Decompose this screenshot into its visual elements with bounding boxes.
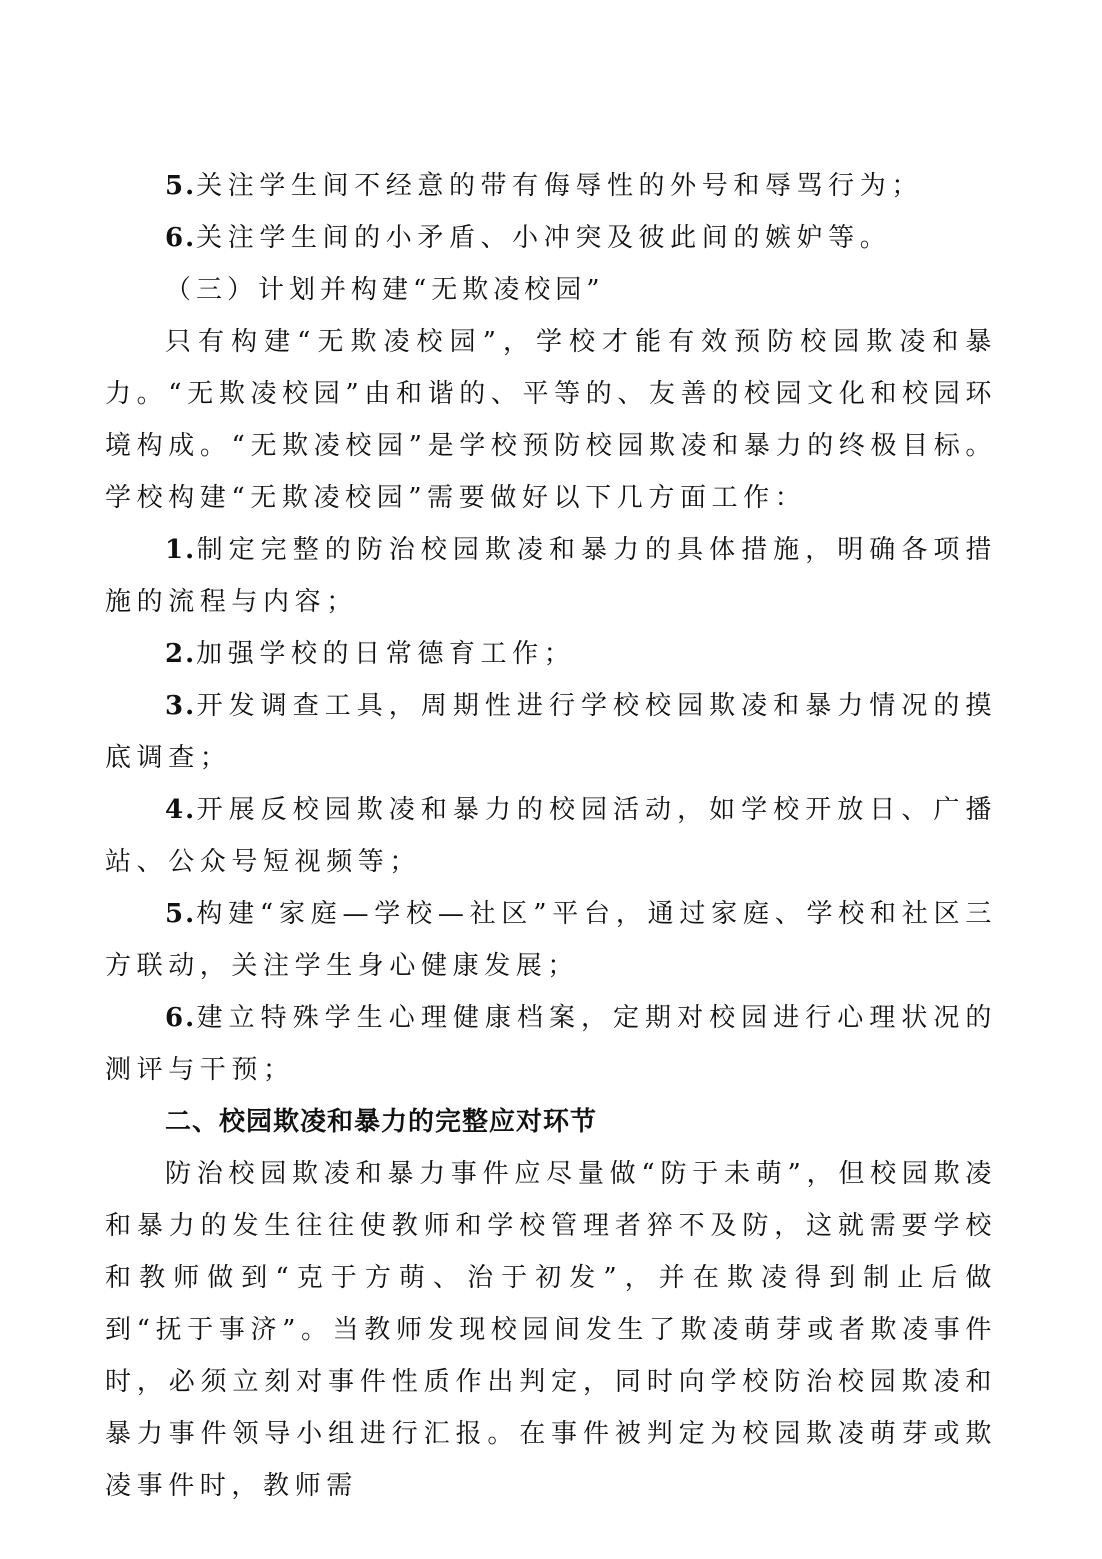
body-paragraph: 防治校园欺凌和暴力事件应尽量做“防于未萌”，但校园欺凌和暴力的发生往往使教师和学校管理者猝不及防，这就需要学校和教师做到“克于方萌、治于初发”，并在欺凌得到制止后做到“抚于事济”。当教师发现校园间发生了欺凌萌芽或者欺凌事件时，必须立刻对事件性质作出判定，同时向学校防治校园欺凌和暴力事件领导小组进行汇报。在事件被判定为校园欺凌萌芽或欺凌事件时，教师需 (105, 1159, 997, 1501)
list-item-text: 制定完整的防治校园欺凌和暴力的具体措施，明确各项措施的流程与内容； (105, 535, 997, 617)
list-item-text: 开发调查工具，周期性进行学校校园欺凌和暴力情况的摸底调查； (105, 691, 997, 773)
list-item-number: 5. (165, 899, 197, 929)
list-item (105, 212, 997, 264)
list-item (105, 628, 997, 680)
list-item-text: 加强学校的日常德育工作； (196, 639, 576, 669)
list-item-text: 开展反校园欺凌和暴力的校园活动，如学校开放日、广播站、公众号短视频等； (105, 795, 997, 877)
list-item (105, 888, 997, 992)
list-item-number: 5. (165, 171, 197, 201)
list-item-text: 关注学生间的小矛盾、小冲突及彼此间的嫉妒等。 (196, 223, 892, 253)
subheading: （三）计划并构建“无欺凌校园” (165, 275, 605, 305)
list-item-number: 6. (165, 1003, 197, 1033)
list-item-number: 6. (165, 223, 197, 253)
list-item-number: 2. (165, 639, 197, 669)
list-item (105, 160, 997, 212)
list-item-text: 构建“家庭—学校—社区”平台，通过家庭、学校和社区三方联动，关注学生身心健康发展； (105, 899, 997, 981)
document-page (105, 160, 997, 1512)
list-item-text: 建立特殊学生心理健康档案，定期对校园进行心理状况的测评与干预； (105, 1003, 997, 1085)
list-item (105, 680, 997, 784)
list-item-number: 3. (165, 691, 197, 721)
list-item (105, 784, 997, 888)
list-item (105, 524, 997, 628)
list-item-text: 关注学生间不经意的带有侮辱性的外号和辱骂行为； (196, 171, 923, 201)
list-item-number: 4. (165, 795, 197, 825)
body-paragraph: 只有构建“无欺凌校园”，学校才能有效预防校园欺凌和暴力。“无欺凌校园”由和谐的、平等的、友善的校园文化和校园环境构成。“无欺凌校园”是学校预防校园欺凌和暴力的终极目标。学校构建“无欺凌校园”需要做好以下几方面工作： (105, 327, 997, 513)
list-item (105, 992, 997, 1096)
list-item-number: 1. (165, 535, 197, 565)
section-heading: 二、校园欺凌和暴力的完整应对环节 (165, 1107, 598, 1137)
